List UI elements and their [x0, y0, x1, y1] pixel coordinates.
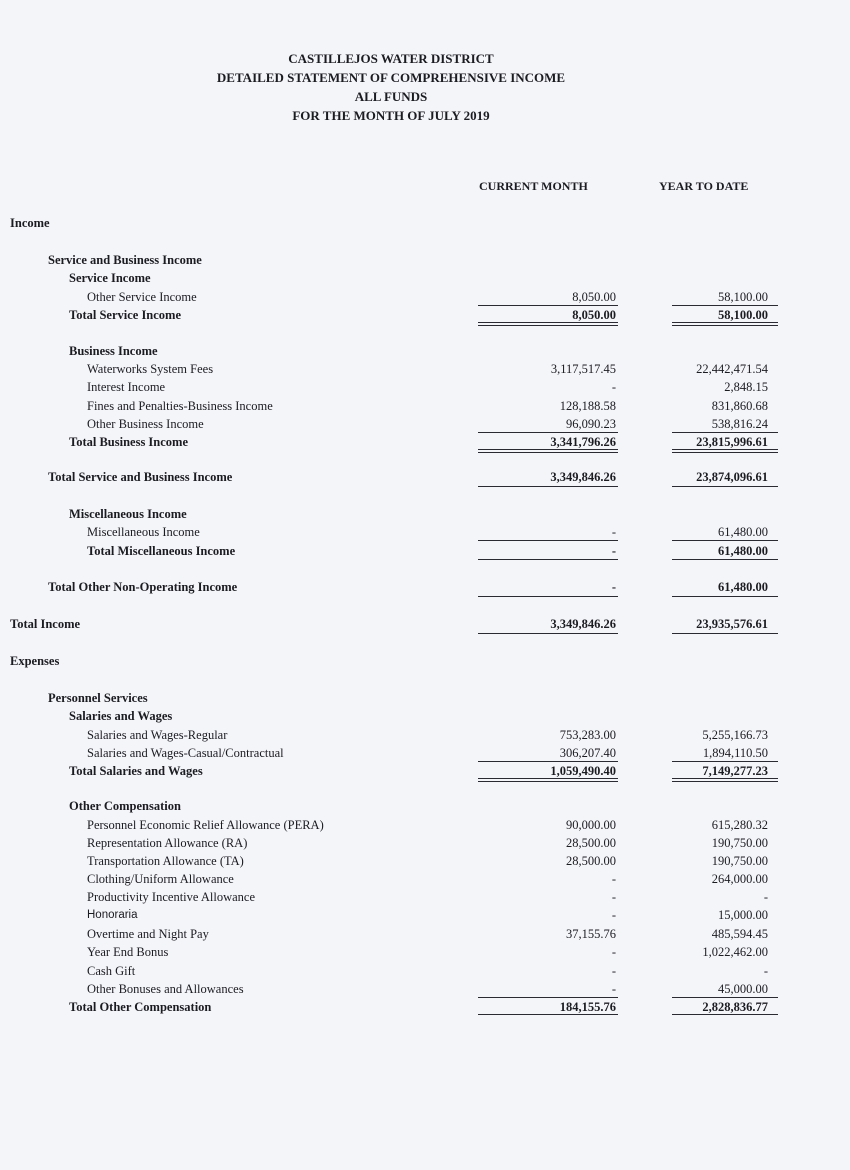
- total-ytd: 2,828,836.77: [702, 1000, 768, 1014]
- subtotal-rule: [478, 305, 618, 306]
- line-item-label: Interest Income: [87, 380, 166, 394]
- subtotal-rule: [672, 305, 778, 306]
- total-label: Total Salaries and Wages: [69, 764, 203, 778]
- service-income-heading: Service Income: [69, 271, 151, 285]
- total-ytd: 61,480.00: [718, 544, 768, 558]
- total-current: 184,155.76: [559, 1000, 616, 1014]
- total-rule: [672, 322, 778, 326]
- other-compensation-heading: Other Compensation: [69, 799, 181, 813]
- total-rule: [672, 449, 778, 453]
- subtotal-rule: [672, 540, 778, 541]
- line-item-current: -: [611, 380, 616, 394]
- salaries-heading: Salaries and Wages: [69, 709, 173, 723]
- total-rule: [478, 778, 618, 782]
- subtotal-rule: [672, 432, 778, 433]
- line-item-ytd: 22,442,471.54: [696, 362, 768, 376]
- line-item-label: Transportation Allowance (TA): [87, 854, 244, 868]
- line-item-label: Other Business Income: [87, 417, 204, 431]
- line-item-ytd: 58,100.00: [718, 290, 768, 304]
- line-item-current: -: [611, 890, 616, 904]
- expenses-heading: Expenses: [10, 654, 60, 668]
- total-label: Total Business Income: [69, 435, 189, 449]
- total-rule: [478, 596, 618, 597]
- total-current: 3,349,846.26: [550, 470, 616, 484]
- total-label: Total Other Non-Operating Income: [48, 580, 238, 594]
- funds-label: ALL FUNDS: [354, 89, 428, 104]
- total-current: -: [611, 580, 616, 594]
- line-item-current: 753,283.00: [559, 728, 616, 742]
- line-item-current: 90,000.00: [566, 818, 616, 832]
- line-item-label: Other Bonuses and Allowances: [87, 982, 244, 996]
- line-item-ytd: 45,000.00: [718, 982, 768, 996]
- line-item-label: Other Service Income: [87, 290, 197, 304]
- line-item-label: Honoraria: [87, 909, 138, 921]
- line-item-ytd: 1,894,110.50: [702, 746, 768, 760]
- business-income-heading: Business Income: [69, 344, 158, 358]
- total-income-current: 3,349,846.26: [550, 617, 616, 631]
- line-item-label: Salaries and Wages-Casual/Contractual: [87, 746, 284, 760]
- current-month-header: CURRENT MONTH: [479, 179, 588, 193]
- line-item-ytd: 538,816.24: [711, 417, 768, 431]
- company-name: CASTILLEJOS WATER DISTRICT: [288, 51, 494, 66]
- total-current: 3,341,796.26: [550, 435, 616, 449]
- subtotal-rule: [672, 761, 778, 762]
- line-item-label: Overtime and Night Pay: [87, 927, 209, 941]
- total-ytd: 23,815,996.61: [696, 435, 768, 449]
- line-item-label: Representation Allowance (RA): [87, 836, 248, 850]
- income-heading: Income: [10, 216, 50, 230]
- line-item-label: Waterworks System Fees: [87, 362, 214, 376]
- total-label: Total Service and Business Income: [48, 470, 233, 484]
- line-item-current: -: [611, 908, 616, 922]
- total-label: Total Other Compensation: [69, 1000, 212, 1014]
- line-item-label: Year End Bonus: [87, 945, 169, 959]
- line-item-ytd: 615,280.32: [711, 818, 768, 832]
- total-ytd: 58,100.00: [718, 308, 768, 322]
- line-item-ytd: 190,750.00: [711, 836, 768, 850]
- subtotal-rule: [478, 432, 618, 433]
- total-rule: [478, 486, 618, 487]
- line-item-current: -: [611, 525, 616, 539]
- line-item-ytd: 190,750.00: [711, 854, 768, 868]
- line-item-ytd: 831,860.68: [711, 399, 768, 413]
- total-rule: [478, 322, 618, 326]
- total-ytd: 23,874,096.61: [696, 470, 768, 484]
- line-item-ytd: -: [763, 964, 768, 978]
- total-ytd: 61,480.00: [718, 580, 768, 594]
- line-item-label: Productivity Incentive Allowance: [87, 890, 256, 904]
- total-income-ytd: 23,935,576.61: [696, 617, 768, 631]
- line-item-current: -: [611, 964, 616, 978]
- total-ytd: 7,149,277.23: [702, 764, 768, 778]
- line-item-current: -: [611, 982, 616, 996]
- line-item-current: 37,155.76: [566, 927, 616, 941]
- line-item-ytd: 1,022,462.00: [702, 945, 768, 959]
- line-item-label: Clothing/Uniform Allowance: [87, 872, 234, 886]
- line-item-label: Personnel Economic Relief Allowance (PERA): [87, 818, 324, 832]
- total-rule: [672, 1014, 778, 1015]
- line-item-label: Fines and Penalties-Business Income: [87, 399, 273, 413]
- total-label: Total Service Income: [69, 308, 182, 322]
- line-item-current: 96,090.23: [566, 417, 616, 431]
- total-rule: [672, 778, 778, 782]
- total-label: Total Miscellaneous Income: [87, 544, 236, 558]
- line-item-current: 306,207.40: [559, 746, 616, 760]
- total-rule: [672, 633, 778, 634]
- misc-income-heading: Miscellaneous Income: [69, 507, 187, 521]
- line-item-label: Cash Gift: [87, 964, 136, 978]
- line-item-current: 28,500.00: [566, 836, 616, 850]
- service-business-heading: Service and Business Income: [48, 253, 202, 267]
- line-item-ytd: 5,255,166.73: [702, 728, 768, 742]
- line-item-ytd: 264,000.00: [711, 872, 768, 886]
- subtotal-rule: [672, 997, 778, 998]
- total-rule: [672, 559, 778, 560]
- year-to-date-header: YEAR TO DATE: [659, 179, 749, 193]
- total-rule: [478, 633, 618, 634]
- personnel-services-heading: Personnel Services: [48, 691, 148, 705]
- line-item-ytd: 61,480.00: [718, 525, 768, 539]
- subtotal-rule: [478, 761, 618, 762]
- total-current: 1,059,490.40: [550, 764, 616, 778]
- line-item-current: -: [611, 945, 616, 959]
- line-item-ytd: 15,000.00: [718, 908, 768, 922]
- line-item-current: 28,500.00: [566, 854, 616, 868]
- period-label: FOR THE MONTH OF JULY 2019: [292, 108, 490, 123]
- total-current: -: [611, 544, 616, 558]
- total-income-label: Total Income: [10, 617, 81, 631]
- total-rule: [672, 486, 778, 487]
- line-item-ytd: -: [763, 890, 768, 904]
- line-item-ytd: 485,594.45: [711, 927, 768, 941]
- line-item-label: Miscellaneous Income: [87, 525, 200, 539]
- line-item-ytd: 2,848.15: [724, 380, 768, 394]
- statement-title: DETAILED STATEMENT OF COMPREHENSIVE INCOME: [216, 70, 566, 85]
- line-item-label: Salaries and Wages-Regular: [87, 728, 228, 742]
- total-rule: [672, 596, 778, 597]
- line-item-current: 8,050.00: [572, 290, 616, 304]
- total-rule: [478, 559, 618, 560]
- line-item-current: 3,117,517.45: [550, 362, 616, 376]
- total-rule: [478, 449, 618, 453]
- subtotal-rule: [478, 540, 618, 541]
- total-rule: [478, 1014, 618, 1015]
- line-item-current: -: [611, 872, 616, 886]
- subtotal-rule: [478, 997, 618, 998]
- total-current: 8,050.00: [572, 308, 616, 322]
- line-item-current: 128,188.58: [559, 399, 616, 413]
